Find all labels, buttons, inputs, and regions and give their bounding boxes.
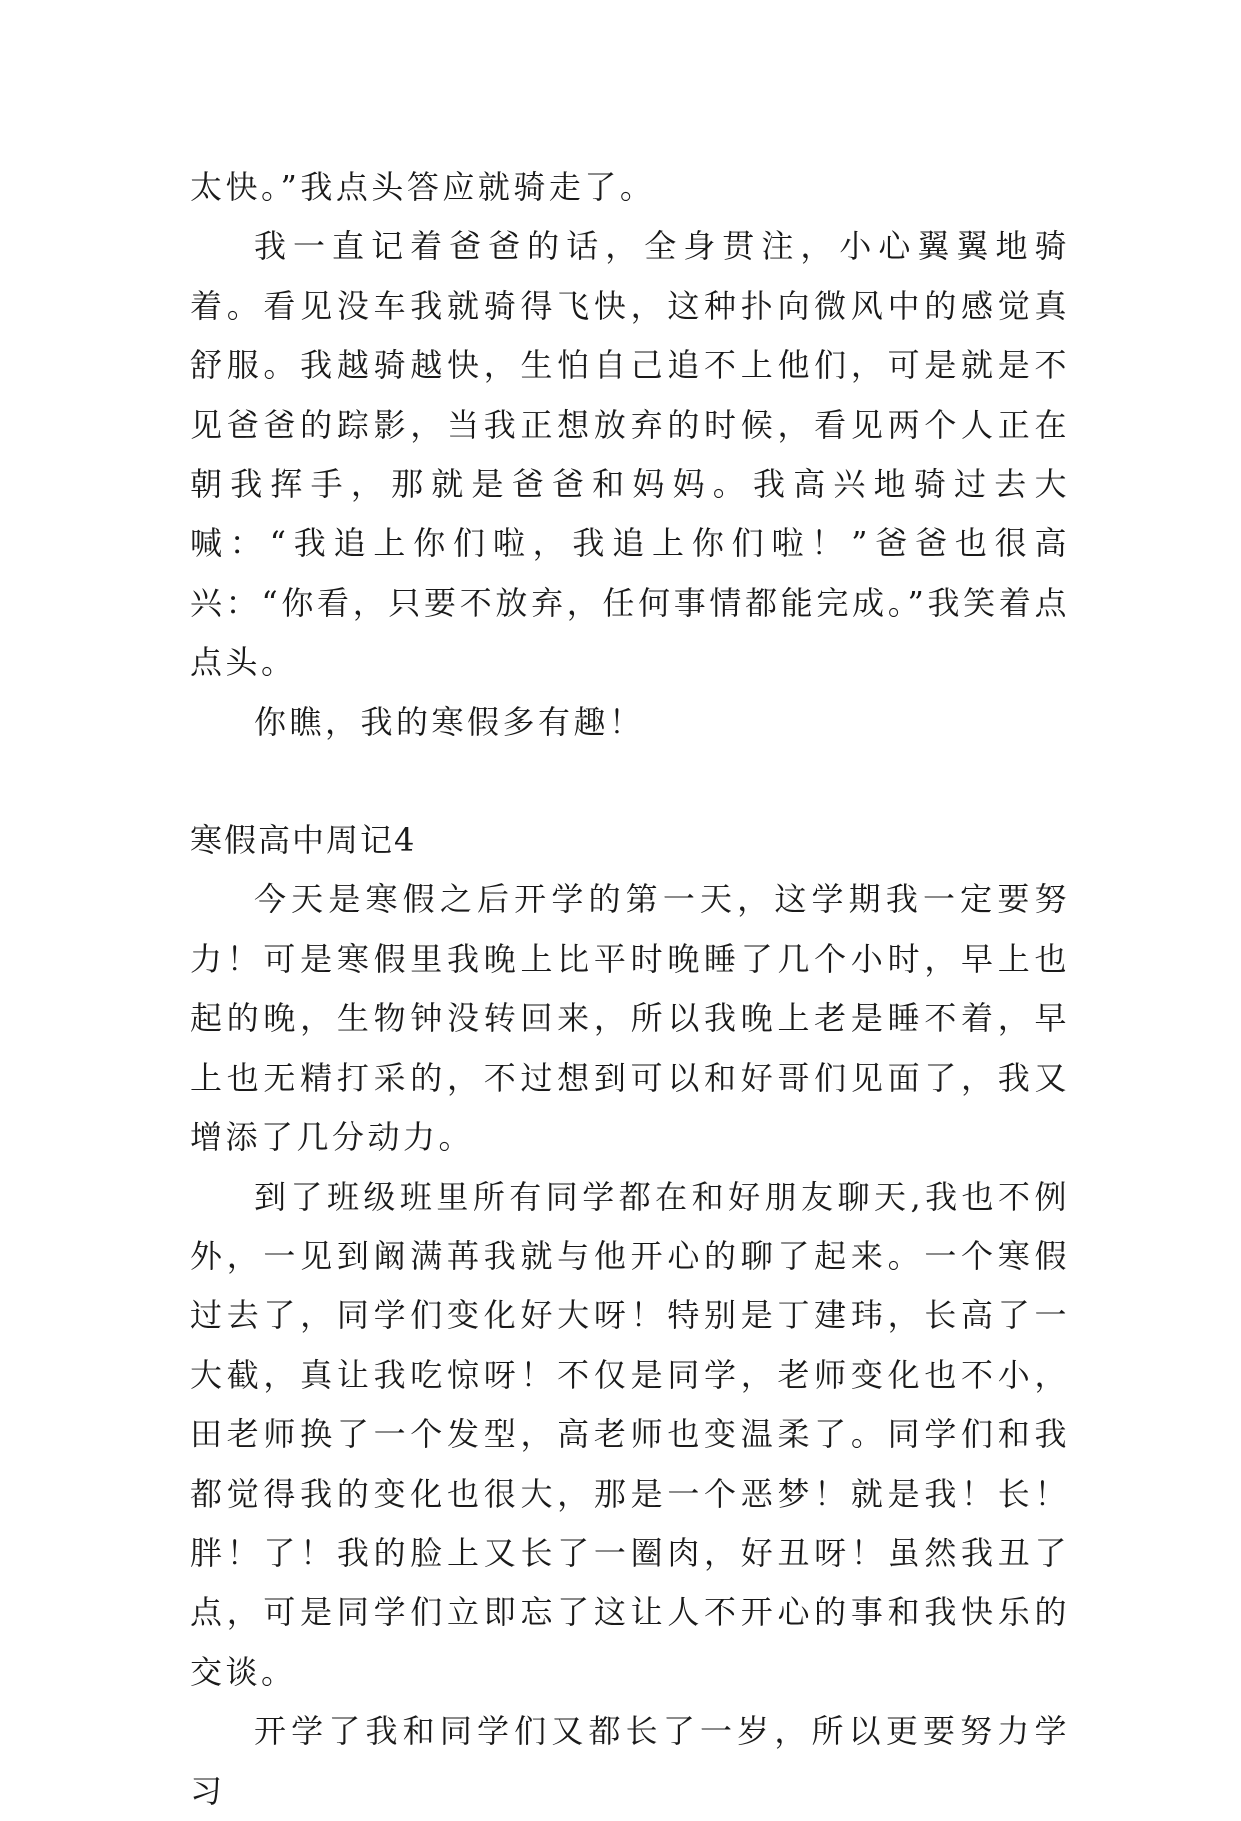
section-spacer bbox=[190, 752, 1070, 811]
paragraph-continuation: 太快。”我点头答应就骑走了。 bbox=[190, 168, 656, 206]
paragraph-fun-holiday: 你瞧，我的寒假多有趣！ bbox=[254, 702, 645, 741]
document-body bbox=[190, 158, 1070, 1821]
section-title: 寒假高中周记4 bbox=[190, 821, 417, 860]
paragraph-study-harder: 开学了我和同学们又都长了一岁，所以更要努力学习 bbox=[190, 1712, 1070, 1810]
paragraph-first-day: 今天是寒假之后开学的第一天，这学期我一定要努力！可是寒假里我晚上比平时晚睡了几个小时，早上也起的晚，生物钟没转回来，所以我晚上老是睡不着，早上也无精打采的，不过想到可以和好哥们见面了，我又增添了几分动力。 bbox=[190, 880, 1070, 1157]
paragraph-chasing-parents: 我一直记着爸爸的话，全身贯注，小心翼翼地骑着。看见没车我就骑得飞快，这种扑向微风中的感觉真舒服。我越骑越快，生怕自己追不上他们，可是就是不见爸爸的踪影，当我正想放弃的时候，看见两个人正在朝我挥手，那就是爸爸和妈妈。我高兴地骑过去大喊：“我追上你们啦，我追上你们啦！”爸爸也很高兴：“你看，只要不放弃，任何事情都能完成。”我笑着点点头。 bbox=[190, 227, 1070, 682]
paragraph-classmates: 到了班级班里所有同学都在和好朋友聊天,我也不例外，一见到阚满苒我就与他开心的聊了起来。一个寒假过去了，同学们变化好大呀！特别是丁建玮，长高了一大截，真让我吃惊呀！不仅是同学，老师变化也不小，田老师换了一个发型，高老师也变温柔了。同学们和我都觉得我的变化也很大，那是一个恶梦！就是我！长！胖！了！我的脸上又长了一圈肉，好丑呀！虽然我丑了点，可是同学们立即忘了这让人不开心的事和我快乐的交谈。 bbox=[190, 1177, 1070, 1691]
